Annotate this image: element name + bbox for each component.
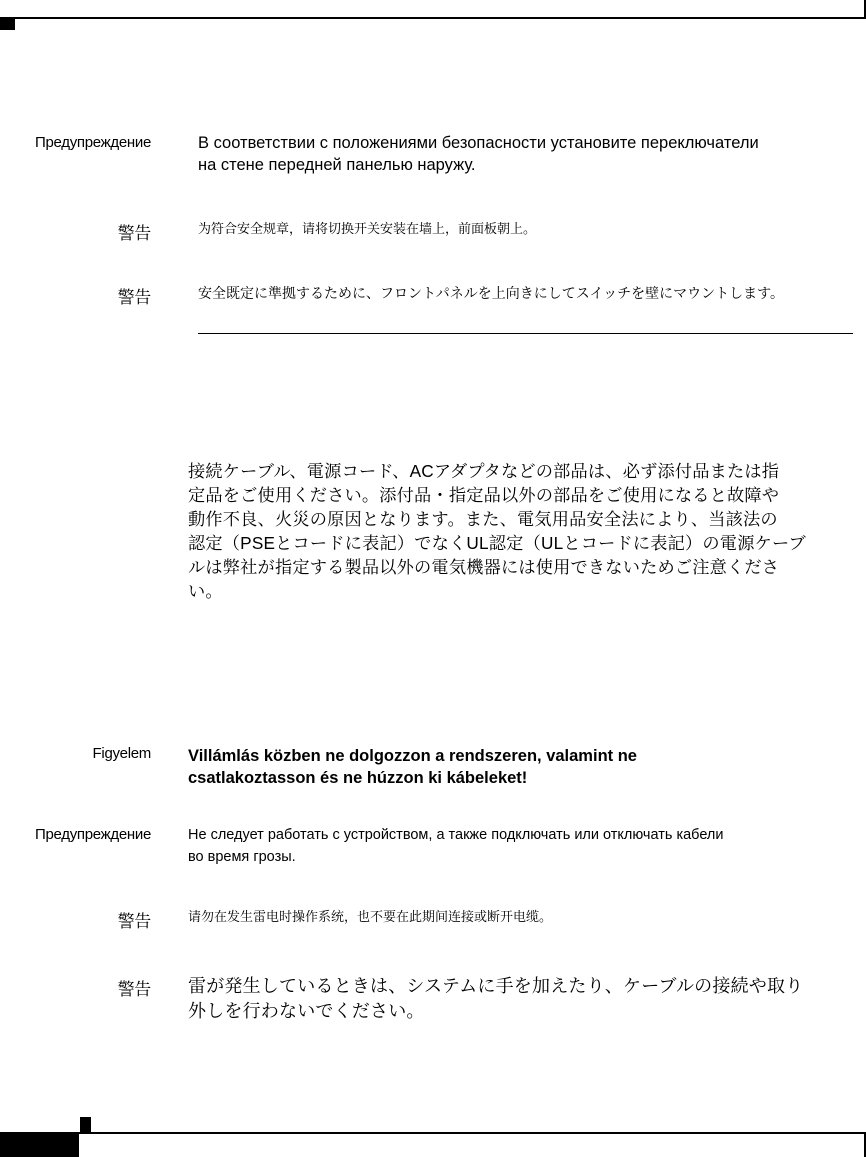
warning-label-chinese-2: 警告 [117,912,151,931]
footer-rule [0,1132,866,1134]
warning-text-chinese [198,220,536,238]
warning-label-chinese: 警告 [117,224,151,243]
header-rule [0,17,866,19]
warning-label-japanese-2: 警告 [117,980,151,999]
warning-text-japanese-2 [188,974,803,1024]
footer-corner-marker [80,1117,91,1132]
warning-text-line: csatlakoztasson és ne húzzon ki kábeleket! [188,769,528,787]
warning-text-line: В соответствии с положениями безопасности установите переключатели [198,134,759,152]
warning-text-line: Не следует работать с устройством, а также подключать или отключать кабели [188,827,724,843]
notice-line: い。 [188,581,223,601]
warning-text-russian-2 [188,824,723,868]
header-corner-marker [0,19,15,30]
japanese-notice [188,459,806,603]
warning-text-japanese [198,284,784,302]
warning-text-line: 外しを行わないでください。 [188,1001,425,1021]
warning-text-russian [198,132,759,176]
notice-line: ルは弊社が指定する製品以外の電気機器には使用できないためご注意くださ [188,557,780,577]
warning-text-line: на стене передней панелью наружу. [198,156,476,174]
warning-label-russian-2: Предупреждение [35,826,151,843]
warning-text-line: 安全既定に準拠するために、フロントパネルを上向きにしてスイッチを壁にマウントします。 [198,285,785,301]
warning-label-japanese: 警告 [117,288,151,307]
warning-text-line: 雷が発生しているときは、システムに手を加えたり、ケーブルの接続や取り [188,976,804,996]
notice-line: 定品をご使用ください。添付品・指定品以外の部品をご使用になると故障や [188,485,780,505]
warning-text-line: 为符合安全规章，请将切换开关安装在墙上，前面板朝上。 [198,221,537,236]
notice-line: 接続ケーブル、電源コード、ACアダプタなどの部品は、必ず添付品または指 [188,461,780,481]
warning-label-hungarian: Figyelem [92,745,151,762]
warning-label-russian: Предупреждение [35,134,151,151]
notice-line: 動作不良、火災の原因となります。また、電気用品安全法により、当該法の [188,509,778,529]
warning-text-line: Villámlás közben ne dolgozzon a rendszeren, valamint ne [188,747,637,765]
warning-text-line: 请勿在发生雷电时操作系统，也不要在此期间连接或断开电缆。 [188,909,553,924]
section-divider [198,333,853,334]
warning-text-hungarian [188,745,637,789]
warning-text-chinese-2 [188,908,552,926]
notice-line: 認定（PSEとコードに表記）でなくUL認定（ULとコードに表記）の電源ケーブ [188,533,806,553]
warning-text-line: во время грозы. [188,849,296,865]
footer-thick-bar [0,1132,79,1157]
